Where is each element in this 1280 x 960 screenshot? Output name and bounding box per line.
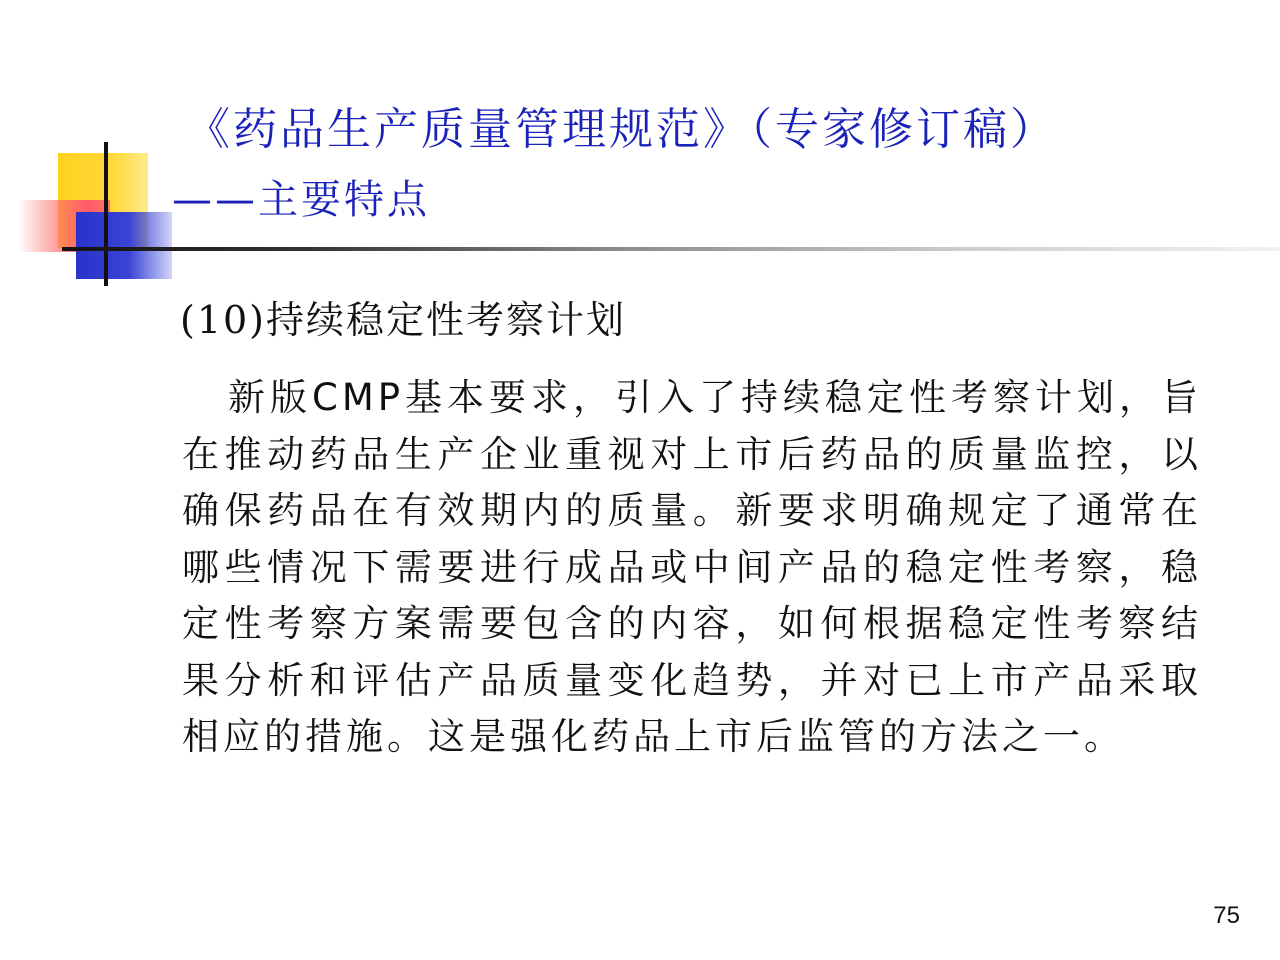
decorative-blue-square <box>76 212 172 279</box>
section-heading: (10)持续稳定性考察计划 <box>180 298 627 342</box>
decorative-vertical-line <box>104 142 108 286</box>
slide-subtitle: ——主要特点 <box>172 177 430 223</box>
page-number: 75 <box>1213 902 1240 929</box>
slide-title: 《药品生产质量管理规范》（专家修订稿） <box>186 104 1057 155</box>
title-divider-line <box>62 247 1280 251</box>
body-paragraph: 新版CMP基本要求，引入了持续稳定性考察计划，旨在推动药品生产企业重视对上市后药品的质量监控，以确保药品在有效期内的质量。新要求明确规定了通常在哪些情况下需要进行成品或中间产品的稳定性考察，稳定性考察方案需要包含的内容，如何根据稳定性考察结果分析和评估产品质量变化趋势，并对已上市产品采取相应的措施。这是强化药品上市后监管的方法之一。 <box>182 376 1202 758</box>
